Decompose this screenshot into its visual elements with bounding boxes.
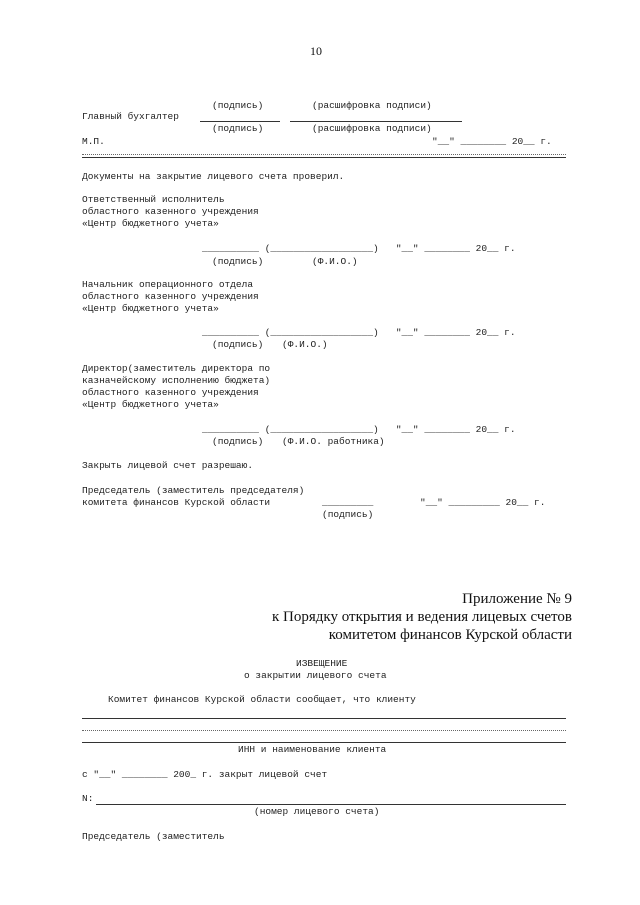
checked-text: Документы на закрытие лицевого счета проверил. — [82, 171, 345, 182]
director-fio: (Ф.И.О. работника) — [282, 436, 385, 447]
head-podpis: (подпись) — [212, 339, 264, 350]
mp-date: "__" ________ 20__ г. — [432, 136, 552, 147]
separator-line-2 — [82, 157, 566, 158]
mp-label: М.П. — [82, 136, 105, 147]
rasshifrovka-label: (расшифровка подписи) — [312, 123, 432, 134]
rasshifrovka-label-top: (расшифровка подписи) — [312, 100, 432, 111]
chairman-underline: _________ — [322, 497, 374, 508]
chief-name-line — [290, 121, 462, 122]
director-line-1: Директор(заместитель директора по — [82, 363, 271, 374]
head-fio: (Ф.И.О.) — [282, 339, 328, 350]
notice-chairman-start: Председатель (заместитель — [82, 831, 225, 842]
chairman-date: "__" _________ 20__ г. — [420, 497, 546, 508]
chairman-line-1: Председатель (заместитель председателя) — [82, 485, 305, 496]
page-number: 10 — [310, 44, 322, 58]
executor-line-3: «Центр бюджетного учета» — [82, 218, 219, 229]
podpis-label: (подпись) — [212, 123, 264, 134]
client-line-2 — [82, 730, 566, 731]
appendix-line-2: к Порядку открытия и ведения лицевых счетов — [271, 609, 572, 625]
director-podpis: (подпись) — [212, 436, 264, 447]
director-line-4: «Центр бюджетного учета» — [82, 399, 219, 410]
head-line-2: областного казенного учреждения — [82, 291, 259, 302]
head-signature-row: __________ (__________________) "__" ________ 20__ г. — [202, 327, 516, 338]
account-n-label: N: — [82, 793, 94, 804]
executor-fio: (Ф.И.О.) — [312, 256, 358, 267]
director-signature-row: __________ (__________________) "__" ________ 20__ г. — [202, 424, 516, 435]
closed-date-row: с "__" ________ 200_ г. закрыт лицевой счет — [82, 769, 328, 780]
client-line-3 — [82, 742, 566, 743]
notice-subtitle: о закрытии лицевого счета — [244, 670, 387, 681]
director-line-2: казначейскому исполнению бюджета) — [82, 375, 271, 386]
chief-signature-line — [200, 121, 280, 122]
executor-line-1: Ответственный исполнитель — [82, 194, 225, 205]
executor-line-2: областного казенного учреждения — [82, 206, 259, 217]
account-number-line — [96, 804, 566, 805]
separator-line — [82, 154, 566, 155]
inn-label: ИНН и наименование клиента — [238, 744, 387, 755]
executor-signature-row: __________ (__________________) "__" ________ 20__ г. — [202, 243, 516, 254]
chief-accountant-label: Главный бухгалтер — [82, 111, 179, 122]
close-permit-text: Закрыть лицевой счет разрешаю. — [82, 460, 254, 471]
head-line-1: Начальник операционного отдела — [82, 279, 254, 290]
executor-podpis: (подпись) — [212, 256, 264, 267]
notice-title: ИЗВЕЩЕНИЕ — [296, 658, 348, 669]
appendix-line-3: комитетом финансов Курской области — [328, 627, 572, 643]
head-line-3: «Центр бюджетного учета» — [82, 303, 219, 314]
director-line-3: областного казенного учреждения — [82, 387, 259, 398]
client-line-1 — [82, 718, 566, 719]
notice-intro: Комитет финансов Курской области сообщает, что клиенту — [108, 694, 416, 705]
chairman-line-2: комитета финансов Курской области — [82, 497, 271, 508]
chairman-podpis: (подпись) — [322, 509, 374, 520]
account-number-label: (номер лицевого счета) — [254, 806, 380, 817]
podpis-label-top: (подпись) — [212, 100, 264, 111]
appendix-line-1: Приложение № 9 — [462, 591, 572, 607]
